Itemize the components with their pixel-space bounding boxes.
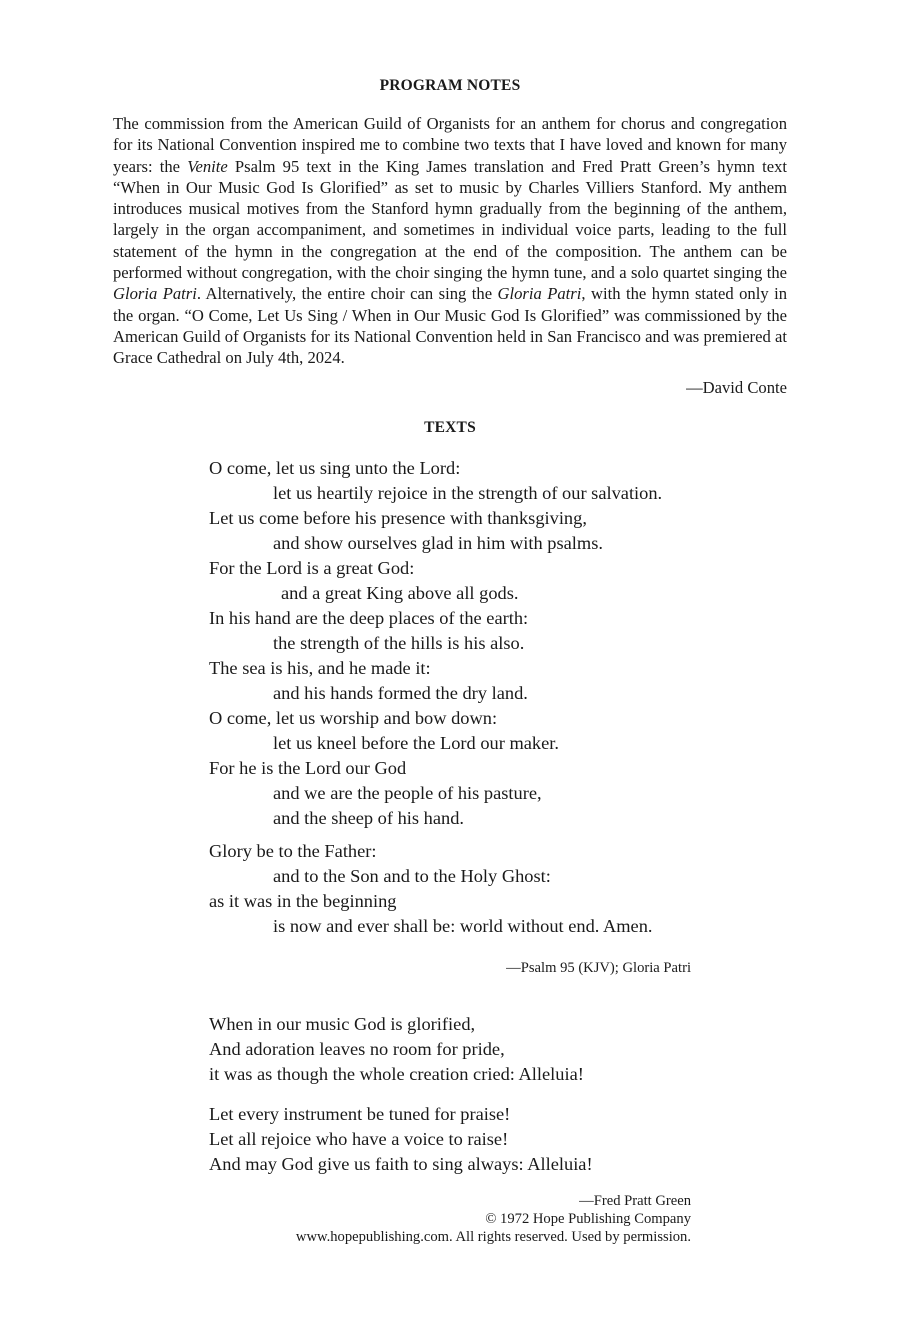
verse-line: Glory be to the Father: xyxy=(209,841,377,861)
verse-line: is now and ever shall be: world without end. Amen. xyxy=(273,916,653,936)
verse-line: and we are the people of his pasture, xyxy=(273,783,542,803)
verse-line: let us kneel before the Lord our maker. xyxy=(273,733,559,753)
credit-line: —Fred Pratt Green xyxy=(579,1193,691,1209)
verse-line: In his hand are the deep places of the earth: xyxy=(209,608,529,628)
verse-line: and the sheep of his hand. xyxy=(273,808,465,828)
verse-line: For the Lord is a great God: xyxy=(209,558,415,578)
verse-line: let us heartily rejoice in the strength of our salvation. xyxy=(273,483,663,503)
verse-line: O come, let us worship and bow down: xyxy=(209,708,498,728)
notes-italic-venite: Venite xyxy=(187,156,228,176)
psalm-text xyxy=(209,456,749,831)
verse-line: The sea is his, and he made it: xyxy=(209,658,431,678)
notes-text: , with the hymn stated only in the organ. “O Come, Let Us Sing / When in Our Music God Is Glorified” was commissioned by the American Guild of Organists for its National Convention held in San Francisco and was premiered at Grace Cathedral on July 4th, 2024. xyxy=(113,284,788,368)
notes-text: . Alternatively, the entire choir can sing the xyxy=(196,284,498,304)
verse-line: Let every instrument be tuned for praise! xyxy=(209,1104,511,1124)
notes-attribution: —David Conte xyxy=(686,378,787,397)
notes-italic-gloria: Gloria Patri xyxy=(113,284,197,304)
verse-line: And adoration leaves no room for pride, xyxy=(209,1039,505,1059)
verse-line: it was as though the whole creation cried: Alleluia! xyxy=(209,1064,584,1084)
verse-line: and to the Son and to the Holy Ghost: xyxy=(273,866,551,886)
hymn-stanza-1 xyxy=(209,1012,749,1087)
notes-text: The commission from the American Guild of Organists for an anthem for chorus and congregation for its National Convention inspired me to combine two texts that I have loved and known for many years: the xyxy=(113,114,787,176)
psalm-attribution: —Psalm 95 (KJV); Gloria Patri xyxy=(506,960,691,976)
texts-heading: TEXTS xyxy=(424,419,476,436)
verse-line: For he is the Lord our God xyxy=(209,758,407,778)
verse-line: And may God give us faith to sing always: Alleluia! xyxy=(209,1154,593,1174)
notes-text: Psalm 95 text in the King James translation and Fred Pratt Green’s hymn text “When in Our Music God Is Glorified” as set to music by Charles Villiers Stanford. My anthem introduces musical motives from the Stanford hymn gradually from the beginning of the anthem, largely in the organ accompaniment, and sometimes in individual voice parts, leading to the full statement of the hymn in the congregation at the end of the composition. The anthem can be performed without congregation, with the choir singing the hymn tune, and a solo quartet singing the xyxy=(113,156,787,283)
hymn-stanza-2 xyxy=(209,1102,749,1177)
verse-line: O come, let us sing unto the Lord: xyxy=(209,458,461,478)
verse-line: as it was in the beginning xyxy=(209,891,397,911)
verse-line: and show ourselves glad in him with psalms. xyxy=(273,533,603,553)
verse-line: When in our music God is glorified, xyxy=(209,1014,476,1034)
verse-line: and a great King above all gods. xyxy=(281,583,519,603)
hymn-credits xyxy=(296,1192,691,1246)
verse-line: Let all rejoice who have a voice to raise! xyxy=(209,1129,509,1149)
program-notes-heading: PROGRAM NOTES xyxy=(379,77,521,94)
program-notes-paragraph xyxy=(113,113,787,369)
verse-line: the strength of the hills is his also. xyxy=(273,633,525,653)
credit-line: www.hopepublishing.com. All rights reserved. Used by permission. xyxy=(295,1229,691,1245)
credit-line: © 1972 Hope Publishing Company xyxy=(485,1211,691,1227)
verse-line: Let us come before his presence with thanksgiving, xyxy=(209,508,587,528)
notes-italic-gloria: Gloria Patri xyxy=(497,284,582,304)
verse-line: and his hands formed the dry land. xyxy=(273,683,528,703)
gloria-patri-text xyxy=(209,839,749,939)
